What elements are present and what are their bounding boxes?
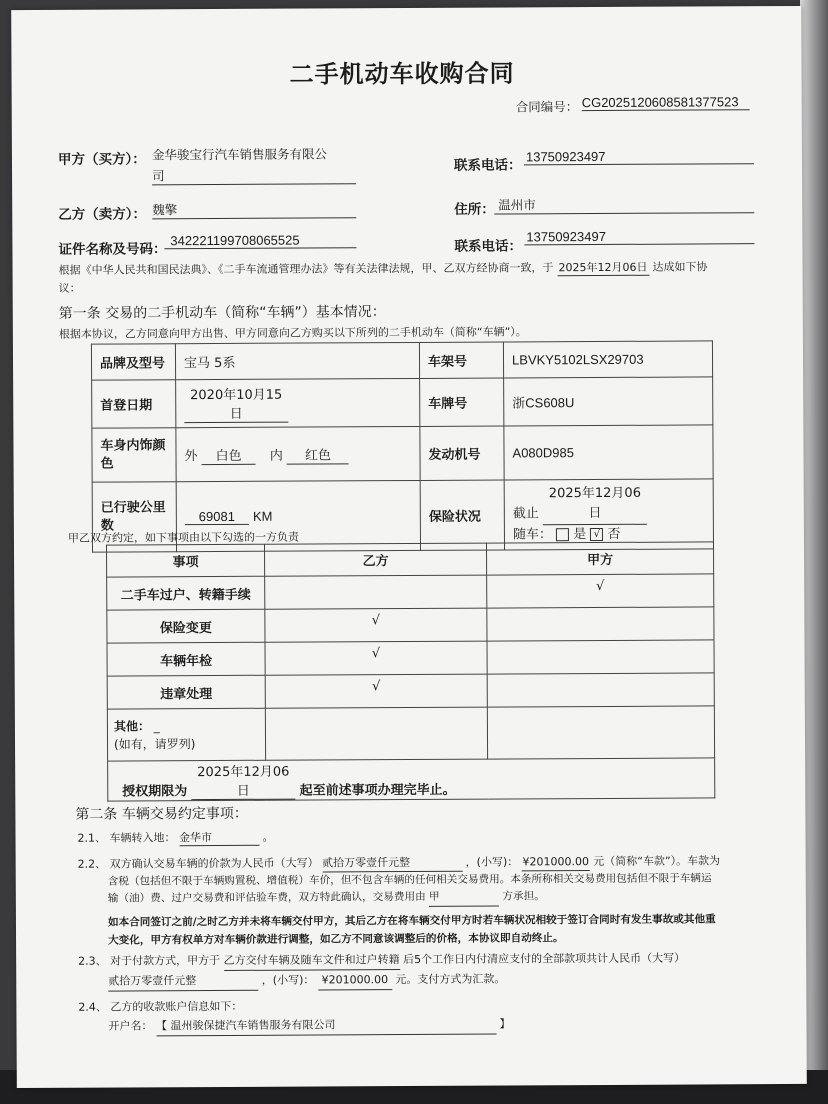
other-label: 其他： — [113, 718, 150, 734]
mileage-label-1: 已行驶公里 — [100, 499, 166, 516]
clause-2-2-line3a: 输（油）费、过户交易费和评估验车费，双方特此确认，交易费用由 — [107, 890, 426, 905]
resp-row-yi-mark — [265, 575, 487, 609]
article1-intro: 根据本协议，乙方同意向甲方出售、甲方同意向乙方购买以下所列的二手机动车（简称“车辆”）。 — [58, 325, 527, 341]
no-label: 否 — [607, 526, 621, 542]
ins-follow-label: 随车： — [512, 527, 552, 543]
auth-suffix: 起至前述事项办理完毕止。 — [299, 782, 456, 799]
clause-2-4 — [78, 995, 510, 1036]
clause-2-4-no: 2.4、 — [78, 1000, 107, 1014]
resp-other-yi — [265, 707, 487, 760]
seller-label: 乙方（卖方）： — [58, 206, 147, 223]
clause-2-1-no: 2.1、 — [77, 831, 107, 845]
resp-row-item: 车辆年检 — [107, 642, 265, 676]
id-number: 342221199708065525 — [164, 232, 356, 249]
yes-checkbox[interactable] — [556, 528, 569, 541]
clause-2-3-d: 元。支付方式为汇款。 — [395, 972, 506, 987]
outer-color: 白色 — [202, 444, 256, 464]
clause-2-3-amount-num: ¥201000.00 — [318, 970, 392, 990]
clause-2-3-no: 2.3、 — [78, 954, 107, 968]
engine-label: 发动机号 — [420, 426, 504, 480]
other-value: _ — [153, 718, 160, 733]
reg-date-value: 2020年10月15日 — [184, 384, 288, 424]
resp-header-item: 事项 — [106, 544, 264, 577]
reg-date-cell — [176, 378, 420, 427]
intro-suffix: 达成如下协 — [652, 260, 708, 274]
bank-open-bracket: 【 — [155, 1019, 168, 1033]
resp-row-jia-mark — [487, 640, 714, 674]
clause-2-3-amount-cn: 贰拾万零壹仟元整 — [108, 971, 258, 992]
contract-no-label: 合同编号： — [515, 99, 579, 115]
vehicle-table — [91, 340, 714, 552]
inner-color: 红色 — [287, 444, 349, 464]
bank-account-name: 温州骏保捷汽车销售服务有限公司 — [170, 1018, 336, 1033]
no-checkbox[interactable]: √ — [590, 528, 603, 541]
seller-phone-label: 联系电话： — [454, 238, 522, 255]
resp-row-yi-mark: √ — [265, 674, 487, 708]
intro-prefix: 根据《中华人民共和国民法典》、《二手车流通管理办法》等有关法律法规，甲、乙双方经协商一致，于 — [58, 261, 554, 277]
outer-prefix: 外 — [184, 448, 198, 464]
article1-title: 第一条 交易的二手机动车（简称“车辆”）基本情况： — [58, 304, 386, 322]
bold-paragraph — [108, 910, 716, 949]
responsibility-table — [106, 541, 715, 801]
resp-row-jia-mark: √ — [487, 574, 714, 608]
plate-label: 车牌号 — [420, 378, 504, 426]
vin-value: LBVKY5102LSX29703 — [503, 341, 712, 378]
insurance-cell — [504, 479, 713, 550]
page-title: 二手机动车收购合同 — [289, 59, 515, 89]
resp-other-jia — [487, 706, 714, 759]
clause-2-2-line3b: 方承担。 — [502, 890, 545, 903]
resp-header-yi: 乙方 — [264, 543, 486, 576]
buyer-name-line1: 金华骏宝行汽车销售服务有限公 — [151, 146, 327, 163]
mileage-value: 69081 — [185, 508, 249, 524]
color-label-1: 车身内饰颜 — [100, 437, 166, 454]
auth-date: 2025年12月06日 — [191, 761, 295, 801]
clause-2-2-c: 元（简称“车款”）。车款为 — [593, 854, 721, 869]
clause-2-3-c: ，(小写)： — [261, 973, 315, 987]
clause-2-1-value: 金华市 — [179, 829, 259, 846]
color-label-2: 色 — [100, 456, 114, 472]
color-label — [92, 428, 176, 482]
clause-2-2-b: ，(小写)： — [465, 855, 519, 869]
clause-2-4-label: 乙方的收款账户信息如下： — [110, 999, 243, 1014]
plate-value: 浙CS608U — [504, 377, 713, 426]
ins-until-date: 2025年12月06日 — [543, 484, 647, 526]
color-cell — [176, 426, 420, 481]
bold-paragraph-line1: 如本合同签订之前/之时乙方并未将车辆交付甲方，其后乙方在将车辆交付甲方时若车辆状况相较于签订合同时有发生事故或其他重 — [107, 913, 716, 929]
inner-prefix: 内 — [269, 448, 283, 464]
brand-value: 宝马 5系 — [175, 342, 419, 379]
clause-2-2-a: 双方确认交易车辆的价款为人民币（大写） — [109, 856, 319, 871]
resp-header-jia: 甲方 — [486, 542, 713, 575]
resp-row-jia-mark — [487, 673, 714, 707]
buyer-label: 甲方（买方）： — [57, 151, 146, 168]
address-label: 住所： — [454, 201, 495, 218]
contract-no: CG2025120608581377523 — [582, 94, 750, 111]
insurance-label: 保险状况 — [420, 480, 504, 550]
seller-name: 魏擎 — [152, 199, 356, 219]
resp-other-cell — [107, 708, 265, 761]
mileage-label-2: 数 — [100, 518, 114, 534]
auth-period-cell — [108, 758, 715, 801]
id-label: 证件名称及号码： — [58, 241, 167, 258]
clause-2-3-a: 对于付款方式，甲方于 — [110, 953, 221, 968]
other-note: (如有，请罗列) — [113, 736, 196, 752]
bank-close-bracket: 】 — [499, 1017, 511, 1031]
buyer-phone-label: 联系电话： — [453, 157, 522, 174]
vin-label: 车架号 — [419, 342, 503, 378]
clause-2-3-condition: 乙方交付车辆及随车文件和过户转籍 — [224, 950, 400, 971]
resp-intro: 甲乙双方约定，如下事项由以下勾选的一方负责 — [67, 530, 299, 545]
intro-line2: 议： — [58, 281, 81, 295]
clause-2-1-label: 车辆转入地： — [109, 831, 176, 845]
intro-date: 2025年12月06日 — [557, 259, 649, 276]
auth-prefix: 授权期限为 — [122, 784, 188, 800]
clause-2-2 — [78, 852, 721, 908]
clause-2-2-amount-cn: 贰拾万零壹仟元整 — [322, 854, 462, 873]
resp-row-item: 违章处理 — [107, 675, 265, 709]
buyer-name-line2: 司 — [152, 165, 356, 185]
intro-text — [59, 258, 708, 278]
buyer-phone: 13750923497 — [524, 148, 754, 165]
yes-label: 是 — [573, 527, 587, 543]
resp-row-jia-mark — [487, 607, 714, 641]
clause-2-2-amount-num: ¥201000.00 — [522, 853, 590, 871]
resp-row-item: 保险变更 — [107, 609, 265, 643]
ins-until-prefix: 截止 — [512, 506, 539, 522]
article2-title: 第二条 车辆交易约定事项： — [75, 805, 248, 823]
bank-account-field — [156, 1015, 496, 1037]
contract-page — [11, 6, 807, 1088]
engine-value: A080D985 — [504, 425, 713, 480]
resp-row-yi-mark: √ — [265, 641, 487, 675]
clause-2-1-end: 。 — [262, 830, 274, 844]
resp-row-item: 二手车过户、转籍手续 — [107, 576, 265, 610]
seller-phone: 13750923497 — [524, 228, 754, 245]
clause-2-2-no: 2.2、 — [77, 857, 107, 871]
clause-2-3 — [78, 949, 685, 992]
reg-date-label: 首登日期 — [92, 380, 176, 428]
clause-2-1 — [77, 829, 273, 847]
clause-2-3-b: 后5个工作日内付清应支付的全部款项共计人民币（大写） — [403, 951, 686, 967]
brand-label: 品牌及型号 — [91, 344, 175, 380]
clause-2-2-payer: 甲 — [429, 889, 499, 907]
mileage-unit: KM — [252, 508, 273, 524]
address: 温州市 — [494, 194, 754, 214]
bank-account-label: 开户名： — [108, 1019, 153, 1033]
resp-row-yi-mark: √ — [265, 608, 487, 642]
clause-2-2-line2: 含税（包括但不限于车辆购置税、增值税）车价，但不包含车辆的任何相关交易费用。本条所称相关交易费用包括但不限于车辆运 — [107, 872, 712, 888]
bold-paragraph-line2: 大变化，甲方有权单方对车辆价款进行调整，如乙方不同意该调整后的价格，本协议即自动终止。 — [108, 932, 564, 947]
